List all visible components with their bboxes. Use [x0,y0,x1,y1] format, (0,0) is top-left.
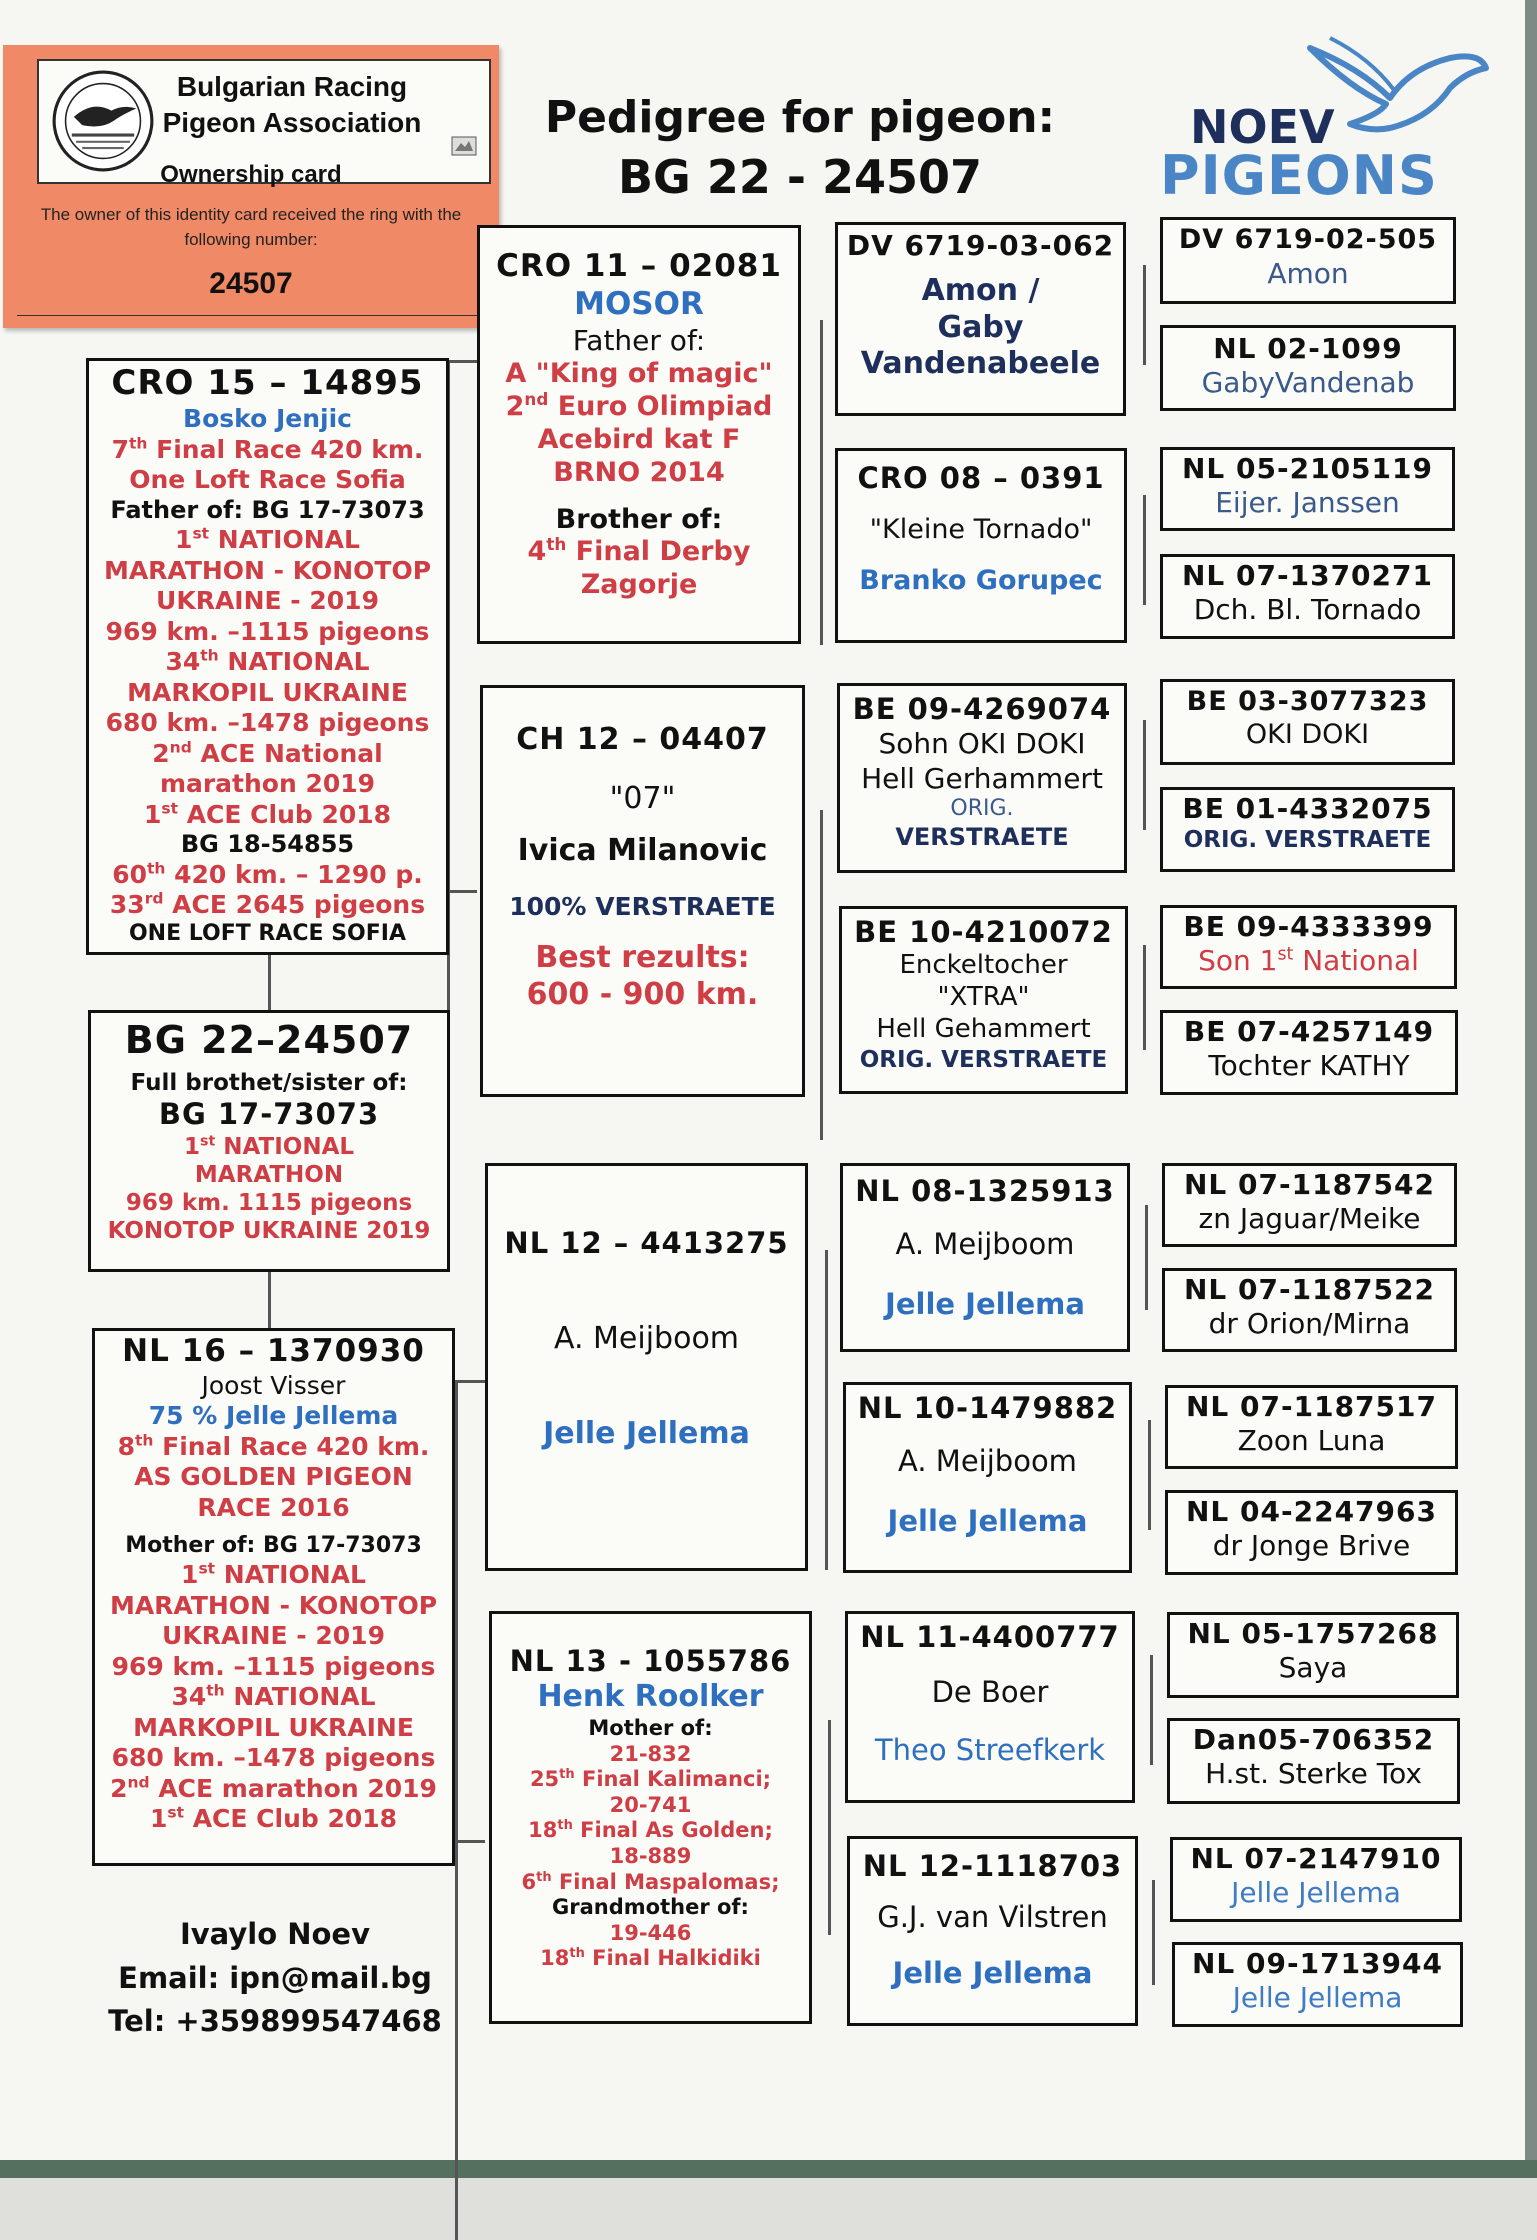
result: 6th Final Maspalomas; [521,1869,780,1894]
great-grandparent-box [845,1611,1135,1803]
owner-name: Ivaylo Noev [179,1917,370,1951]
note: Son 1st National [1198,944,1419,978]
connector-line [455,1380,485,1383]
pigeon-name: A. Meijboom [895,1227,1075,1262]
great-grandparent-box [835,222,1126,416]
breeder: Jelle Jellema [887,1503,1088,1538]
ring-number: NL 07-2147910 [1190,1842,1442,1875]
card-title: Ownership card [160,161,342,188]
result: 7th Final Race 420 km. [111,434,424,464]
pigeon-name: Enckeltocher [899,950,1068,981]
pigeon-name: Zoon Luna [1237,1424,1386,1458]
result: 18th Final As Golden; [528,1818,773,1843]
note: BG 18-54855 [180,830,355,859]
ring-number: NL 13 - 1055786 [509,1644,792,1678]
ring-number: NL 16 – 1370930 [122,1333,425,1369]
note: ONE LOFT RACE SOFIA [128,920,407,946]
result: 18-889 [609,1844,692,1869]
result: 1st ACE Club 2018 [149,1803,398,1834]
breeder: Jelle Jellema [1232,1981,1403,2015]
note: Father of: [572,323,706,357]
result: Zagorje [580,569,698,601]
ring-number: BE 07-4257149 [1183,1015,1435,1048]
ring-number: BE 03-3077323 [1186,686,1429,717]
ring-number: NL 07-1370271 [1182,559,1433,592]
ancestor-box [1165,1385,1458,1469]
result: 2nd ACE marathon 2019 [110,1773,437,1803]
sibling-ring: BG 17-73073 [158,1097,380,1132]
card-text: The owner of this identity card received the ring with the following number: [40,205,462,249]
connector-line [268,1270,271,1328]
result: MARATHON - KONOTOP [109,1590,438,1620]
result: 21-832 [609,1741,692,1766]
result: 969 km. –1115 pigeons [111,1651,436,1681]
result: 2nd Euro Olimpiad [505,388,773,422]
association-name: Bulgarian Racing Pigeon Association [162,71,422,139]
connector-line [1150,1655,1153,1765]
pigeon-name: Saya [1278,1651,1348,1685]
breeder: Bosko Jenjic [183,404,352,434]
seal-icon [449,131,479,161]
pigeon-name: Dch. Bl. Tornado [1193,593,1422,627]
ring-number: NL 05-1757268 [1187,1617,1439,1650]
pigeon-name: MOSOR [574,285,704,322]
breeder: Jelle Jellema [885,1286,1085,1321]
result: MARATHON - KONOTOP [103,555,432,585]
breeder: Theo Streefkerk [874,1732,1106,1767]
breeder: Jelle Jellema [1231,1876,1401,1910]
connector-line [455,1380,458,2240]
connector-line [820,810,823,1140]
connector-line [447,360,477,363]
grandfather-paternal-box [477,225,801,644]
ring-number: NL 05-2105119 [1182,452,1433,485]
note: Mother of: BG 17-73073 [125,1533,422,1559]
result: Acebird kat F [537,423,741,455]
photo-edge-bottom [0,2160,1537,2178]
result: 600 - 900 km. [526,976,759,1012]
breeder: Henk Roolker [537,1679,764,1715]
connector-line [1143,720,1146,830]
pigeon-name: Tochter KATHY [1208,1049,1410,1083]
ancestor-box [1165,1490,1458,1575]
ancestor-box [1160,679,1455,765]
note: Grandmother of: [552,1895,749,1920]
result: 680 km. –1478 pigeons [105,708,430,738]
ring-number: NL 07-1187522 [1184,1273,1435,1306]
pigeon-name: Sohn OKI DOKI [878,727,1086,761]
ancestor-box [1162,1163,1457,1247]
pigeon-name: Amon / [921,273,1040,309]
origin: ORIG. VERSTRAETE [1183,827,1432,854]
breeder: Jelle Jellema [543,1415,750,1451]
result: MARATHON [194,1161,344,1188]
ring-number: BG 22–24507 [124,1018,414,1062]
result: AS GOLDEN PIGEON [134,1462,413,1492]
ancestor-box [1160,447,1455,531]
owner-phone[interactable]: Tel: +359899547468 [108,2004,442,2038]
mother-box [92,1328,455,1866]
pigeon-name: zn Jaguar/Meike [1198,1202,1421,1236]
note: Full brothet/sister of: [130,1070,408,1097]
ancestor-box [1162,1268,1457,1352]
ring-number: CRO 15 – 14895 [111,363,424,403]
ring-number: CH 12 – 04407 [516,722,769,757]
note: Brother of: [555,503,723,535]
result: 1st NATIONAL [183,1133,355,1160]
connector-line [828,1720,831,1935]
ring-number: BE 09-4269074 [852,692,1112,726]
result: 1st NATIONAL [175,524,360,555]
result: 34th NATIONAL [171,1681,376,1712]
connector-line [825,1250,828,1570]
pigeon-ring-title: BG 22 - 24507 [617,150,982,204]
pigeon-name: De Boer [931,1675,1049,1710]
ring-number: NL 04-2247963 [1186,1495,1437,1528]
result: 25th Final Kalimanci; [529,1767,772,1792]
connector-line [820,320,823,645]
pigeon-name: A. Meijboom [898,1444,1077,1479]
pigeon-name: GabyVandenab [1201,366,1415,400]
grandmother-paternal-box [480,685,805,1097]
connector-line [1143,945,1146,1050]
great-grandparent-box [835,448,1127,643]
result: KONOTOP UKRAINE 2019 [107,1217,431,1244]
ring-number: NL 08-1325913 [855,1174,1115,1208]
great-grandparent-box [837,683,1127,873]
note: Father of: BG 17-73073 [110,495,425,524]
breeder: Hell Gerhammert [861,761,1103,795]
grandmother-maternal-box [489,1611,812,2024]
result: Best rezults: [535,940,750,976]
ancestor-box [1160,554,1455,639]
result: 680 km. –1478 pigeons [111,1743,436,1773]
great-grandparent-box [839,906,1128,1094]
pigeon-name: "Kleine Tornado" [869,514,1093,546]
result: RACE 2016 [197,1492,350,1522]
result: MARKOPIL UKRAINE [133,1712,414,1742]
logo-pigeons: PIGEONS [1160,144,1438,207]
result: 8th Final Race 420 km. [117,1431,430,1461]
result: 1st ACE Club 2018 [143,799,392,829]
origin-label: ORIG. [950,795,1014,821]
ancestor-box [1160,787,1455,872]
ring-number: BE 01-4332075 [1182,792,1433,825]
pigeon-name: "07" [609,780,676,816]
result: 60th 420 km. – 1290 p. [112,859,423,889]
ancestor-box [1167,1718,1460,1804]
breeder: Jelle Jellema [892,1955,1093,1990]
pigeon-name: "XTRA" [937,982,1030,1013]
connector-line [1143,265,1146,365]
ring-number: NL 12-1118703 [862,1849,1123,1883]
ring-number: BE 09-4333399 [1183,910,1434,943]
ring-number: NL 02-1099 [1213,332,1403,365]
result: 1st NATIONAL [181,1559,366,1590]
pigeon-name: Amon [1267,256,1349,290]
ring-number: DV 6719-03-062 [846,229,1115,262]
breeder: 75 % Jelle Jellema [148,1401,399,1431]
result: 4th Final Derby [527,534,751,568]
pigeon-name: Eijer. Janssen [1215,486,1400,520]
card-underline [17,315,487,316]
ring-number: Dan05-706352 [1192,1723,1435,1756]
subject-box [88,1010,450,1272]
pigeon-name: dr Jonge Brive [1212,1529,1411,1563]
ownership-card [3,45,499,328]
pigeon-name: A. Meijboom [553,1321,740,1357]
connector-line [455,1840,485,1843]
ancestor-box [1160,325,1456,411]
result: 969 km. –1115 pigeons [105,616,430,646]
ring-number: CRO 11 – 02081 [496,248,782,284]
pigeon-name: dr Orion/Mirna [1208,1307,1411,1341]
ring-number: BE 10-4210072 [854,915,1113,949]
connector-line [268,952,271,1010]
result: One Loft Race Sofia [129,465,406,495]
breeder: Hell Gehammert [876,1013,1091,1044]
grandfather-maternal-box [485,1163,808,1571]
connector-line [1152,1880,1155,1985]
father-box [86,358,449,955]
ring-number: NL 11-4400777 [860,1620,1120,1654]
result: 19-446 [609,1920,692,1945]
association-logo-icon [51,69,155,173]
page-title: Pedigree for pigeon: [544,92,1056,143]
ring-number: NL 10-1479882 [857,1391,1118,1425]
ring-number: DV 6719-02-505 [1178,224,1438,255]
pigeon-name: G.J. van Vilstren [877,1900,1108,1935]
ancestor-box [1160,217,1456,304]
result: UKRAINE - 2019 [156,586,379,616]
ancestor-box [1160,905,1457,989]
connector-line [447,890,477,893]
pigeon-name: Gaby [937,309,1024,345]
connector-line [1143,495,1146,605]
great-grandparent-box [843,1382,1132,1573]
ring-number: NL 12 – 4413275 [504,1226,789,1260]
pigeon-name: H.st. Sterke Tox [1205,1757,1422,1791]
breeder: Joost Visser [201,1370,346,1400]
ancestor-box [1172,1942,1463,2027]
result: MARKOPIL UKRAINE [127,677,408,707]
photo-edge-right [1525,0,1537,2178]
great-grandparent-box [840,1163,1130,1352]
card-ring-number: 24507 [209,267,293,300]
result: UKRAINE - 2019 [162,1621,385,1651]
owner-email[interactable]: Email: ipn@mail.bg [118,1960,432,1995]
ring-number: NL 09-1713944 [1192,1947,1443,1980]
breeder: Ivica Milanovic [517,833,768,869]
origin: ORIG. VERSTRAETE [859,1046,1108,1073]
ancestor-box [1170,1837,1462,1922]
result: 34th NATIONAL [165,646,370,677]
result: 2nd ACE National [152,738,383,768]
origin: 100% VERSTRAETE [509,891,776,921]
connector-line [1145,1205,1148,1310]
result: 20-741 [609,1792,692,1817]
connector-line [1148,1420,1151,1530]
ancestor-box [1160,1010,1458,1095]
result: 969 km. 1115 pigeons [125,1189,413,1216]
origin: VERSTRAETE [895,822,1069,851]
result: BRNO 2014 [553,456,725,488]
ring-number: CRO 08 – 0391 [857,461,1105,495]
great-grandparent-box [847,1836,1138,2026]
ancestor-box [1167,1612,1459,1698]
result: marathon 2019 [159,769,376,799]
pigeon-name: Vandenabeele [860,346,1101,382]
result: 33rd ACE 2645 pigeons [109,889,426,919]
result: A "King of magic" [505,357,773,389]
contact-block [60,1913,490,2044]
ring-number: NL 07-1187517 [1186,1390,1437,1423]
logo-noev: NOEV [1190,100,1335,154]
note: Mother of: [588,1715,713,1740]
ring-number: NL 07-1187542 [1184,1168,1435,1201]
breeder: Branko Gorupec [859,565,1103,597]
pigeon-name: OKI DOKI [1245,718,1370,750]
result: 18th Final Halkidiki [540,1946,761,1971]
